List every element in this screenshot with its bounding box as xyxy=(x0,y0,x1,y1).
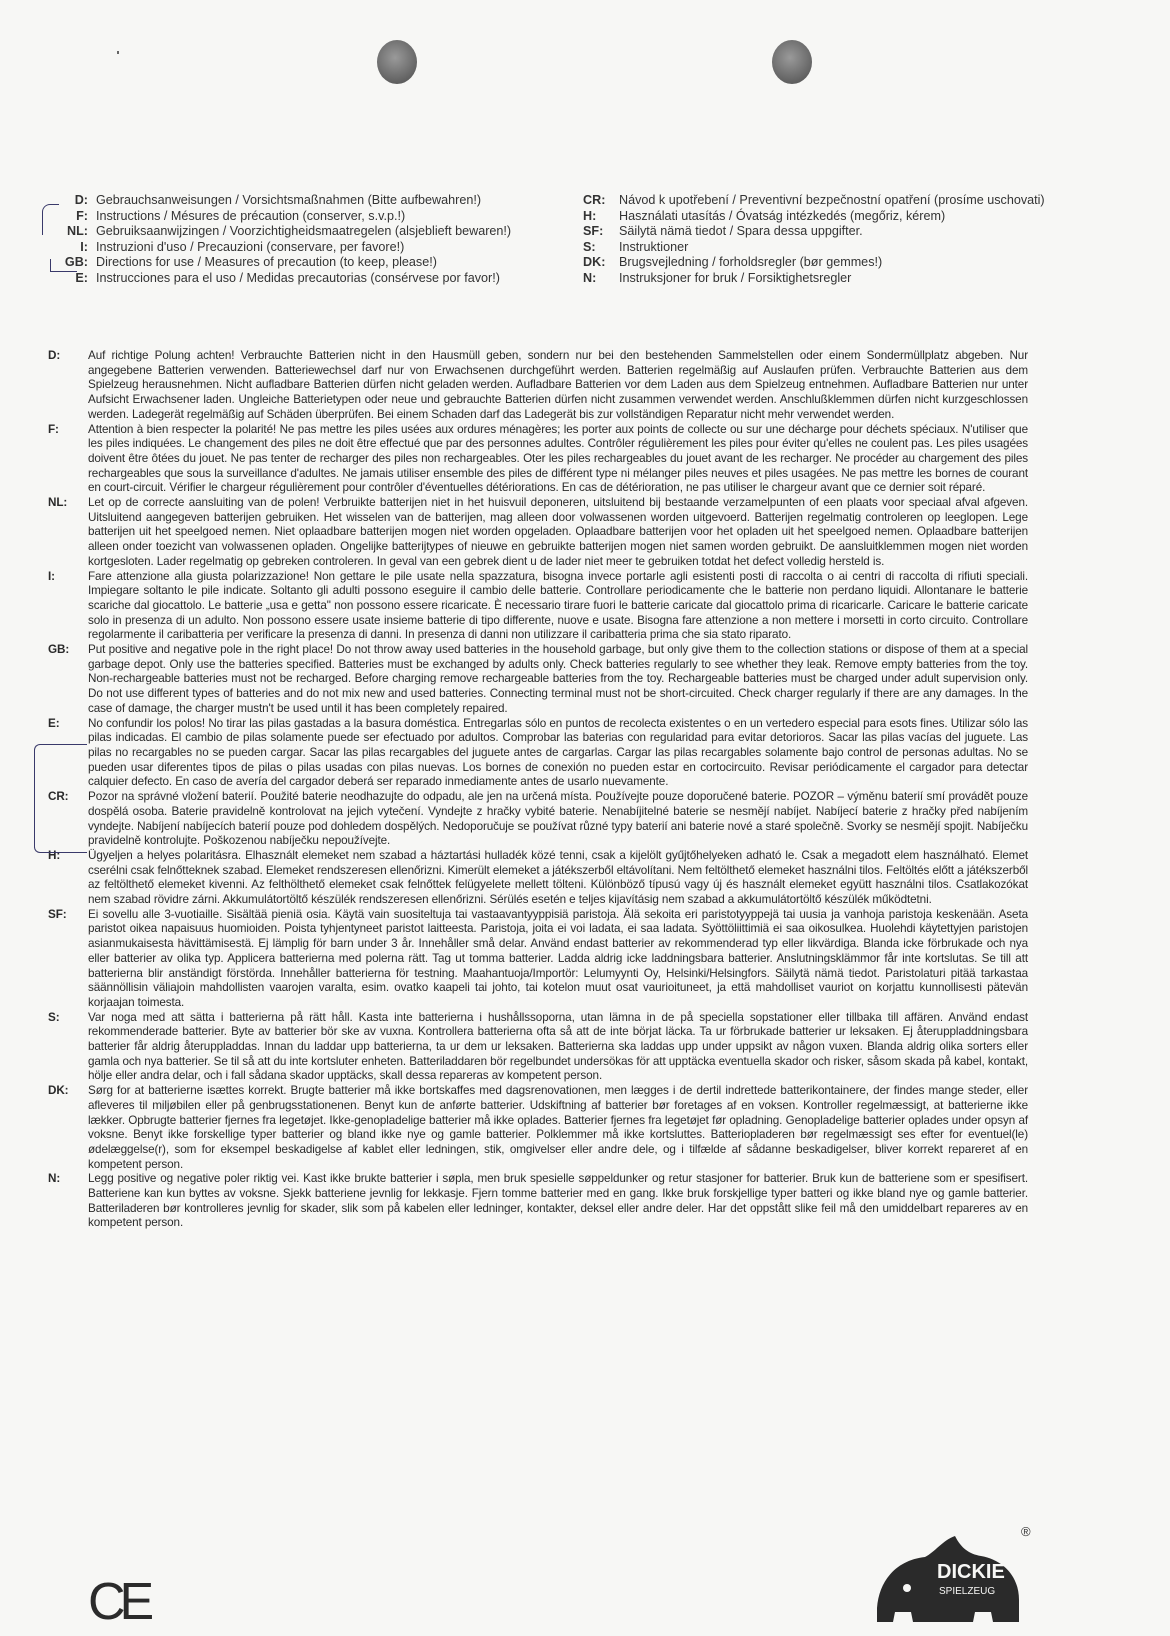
language-index-row xyxy=(46,240,566,256)
instruction-section xyxy=(48,496,1028,570)
section-language-code: E: xyxy=(48,716,60,730)
language-index-row xyxy=(46,209,566,225)
instruction-section xyxy=(48,849,1028,908)
instruction-section xyxy=(48,1084,1028,1172)
section-text: Let op de correcte aansluiting van de polen! Verbruikte batterijen niet in het huisvuil deponeren, uitsluitend bij bestaande verzamelpunten of een plaats voor speciaal afval afgeven. Uitsluitend aangegeven batterijen gebruiken. Het wisselen van de batterijen, mag alleen door volwassenen worden uitgevoerd. Batterijen regelmatig controleren op leeglopen. Lege batterijen uit het speelgoed nemen. Niet oplaadbare batterijen mogen niet worden opgeladen. Oplaadbare batterijen voor het opladen uit het speelgoed nemen. Oplaadbare batterijen alleen onder toezicht van volwassenen opladen. Ongelijke batterijtypes of nieuwe en gebruikte batterijen mogen niet samen worden gebruikt. De aansluitklemmen mogen niet worden kortgesloten. Lader regelmatig op gebreken controleren. In geval van een gebrek dient u de lader niet meer te gebruiken totdat het defect volledig hersteld is. xyxy=(88,496,1028,568)
scan-speck xyxy=(117,51,119,54)
language-code: DK: xyxy=(583,255,606,269)
brand-name: DICKIE xyxy=(937,1561,1005,1583)
section-language-code: I: xyxy=(48,569,55,583)
language-index-text: Instruzioni d'uso / Precauzioni (conservare, per favore!) xyxy=(96,239,405,254)
section-language-code: CR: xyxy=(48,790,69,804)
section-language-code: DK: xyxy=(48,1084,69,1098)
language-code: H: xyxy=(583,208,597,223)
instruction-section xyxy=(48,717,1028,791)
section-language-code: NL: xyxy=(48,496,68,510)
language-code: E: xyxy=(75,270,88,285)
instruction-section xyxy=(48,790,1028,849)
section-language-code: SF: xyxy=(48,907,67,921)
language-index-text: Návod k upotřebení / Preventivní bezpečnostní opatření (prosíme uschovati) xyxy=(619,193,1045,207)
instruction-section xyxy=(48,1172,1028,1231)
language-index-text: Instruktioner xyxy=(619,239,689,254)
language-index-row xyxy=(46,224,566,240)
section-language-code: GB: xyxy=(48,643,70,657)
section-text: Sørg for at batterierne isættes korrekt. Brugte batterier må ikke bortskaffes med dagsrenovationen, men lægges i de dertil indrettede batterikontainere, der findes mange steder, eller afleveres til miljøbilen eller på genbrugsstationenen. Benyt kun de anførte batterier. Udskiftning af batterier bør foretages af en voksen. Kontroller regelmæssigt, at batterierne ikke lækker. Opbrugte batterier fjernes fra legetøjet. Ikke-genopladelige batterier må ikke oplades. Batterier fjernes fra legetøjet før opladning. Genopladelige batterier oplades under opsyn af voksne. Benyt ikke forskellige typer batterier og bland ikke nye og gamle batterier. Polklemmer må ikke kortsluttes. Batteriopladeren bør regelmæssigt ses efter for eventuel(le) ødelæggelse(r), som for eksempel beskadigelse af kablet eller ledningen, stik, omgivelser eller andre dele, og i tilfælde af sådanne beskadigelser, bliver korrekt repareret af en kompetent person. xyxy=(88,1084,1028,1171)
registered-symbol: ® xyxy=(1021,1524,1031,1539)
punch-hole-left xyxy=(377,40,417,84)
section-text: Put positive and negative pole in the right place! Do not throw away used batteries in the household garbage, but only give them to the collection stations or dispose of them at a special garbage depot. Only use the batteries specified. Batteries must be exchanged by adults only. Check batteries regularly to see whether they leak. Remove empty batteries from the toy. Non-rechargeable batteries must not be recharged. Before charging remove rechargeable batteries from the toy. Rechargeable batteries must be charged under adult supervision only. Do not use different types of batteries and do not mix new and used batteries. Connecting terminal must not be short-circuited. Check charger regularly if there are any damages. In the case of damage, the charger mustn't be used until it has been completely repaired. xyxy=(88,643,1028,715)
section-language-code: S: xyxy=(48,1010,60,1024)
section-text: Legg positive og negative poler riktig vei. Kast ikke brukte batterier i søpla, men bruk spesielle søppeldunker og retur stasjoner for batterier. Bruk kun de batteriene som er spesifisert. Batteriene kan kun byttes av voksne. Sjekk batteriene jevnlig for lekkasje. Fjern tomme batterier med en gang. Ikke bruk forskjellige typer batteri og ikke bland nye og gamle batterier. Batteriladeren bør kontrolleres jevnlig for skader, slik som på kabelen eller ledninger, kontakter, deksel eller andre deler. Har det oppstått slike feil må den umiddelbart repareres av en kompetent person. xyxy=(88,1172,1028,1230)
language-index-text: Használati utasítás / Óvatság intézkedés (megőriz, kérem) xyxy=(619,208,946,223)
brand-sub: SPIELZEUG xyxy=(939,1586,996,1597)
language-index-text: Instructions / Mésures de précaution (conserver, s.v.p.!) xyxy=(96,208,406,223)
instruction-section xyxy=(48,423,1028,497)
instruction-section xyxy=(48,908,1028,1011)
section-language-code: D: xyxy=(48,349,61,362)
safety-instructions xyxy=(48,349,1028,1231)
section-text: No confundir los polos! No tirar las pilas gastadas a la basura doméstica. Entregarlas sólo en puntos de recolecta existentes o en un vertedero especial para esots fines. Utilizar sólo las pilas indicadas. El cambio de pilas solamente puede ser efectuado por adultos. Comprobar las baterias con regularidad para evitar detorioros. Sacar las pilas vacías del juguete. Las pilas no recargables no se pueden cargar. Sacar las pilas recargables del juguete antes de cargarlas. Cargar las pilas recargables solamente bajo control de personas adultas. No se pueden usar diferentes tipos de pilas o pilas usadas con pilas nuevas. Los bornes de conexión no pueden estar en cortocircuito. Revisar periódicamente el cargador para detectar calquier defecto. En caso de avería del cargador deberá ser reparado inmediamente antes de usarlo nuevamente. xyxy=(88,716,1028,789)
section-text: Var noga med att sätta i batterierna på rätt håll. Kasta inte batterierna i hushållssoporna, utan lämna in de på speciella sopstationer eller tillbaka till affären. Använd endast rekommenderade batterier. Byte av batterier bör ske av vuxna. Kontrollera batterierna ofta så att de inte börjat läcka. Ta ur förbrukade batterier ur leksaken. Ej återuppladdningsbara batterier får aldrig återuppladdas. Innan du laddar upp batterierna, ta ur dem ur leksaken. Batterierna ska laddas upp under uppsikt av någon vuxen. Blanda aldrig olika sorters eller gamla och nya batterier. Se til så att du inte kortsluter enheten. Batteriladdaren bör regelbundet undersökas för att upptäcka eventuella skador och risker, såsom skada på kabel, kontakt, hölje eller andra delar, och i fall sådana skador upptäcks, skall dessa repareras av kompetent person. xyxy=(88,1010,1028,1083)
language-index-row xyxy=(583,255,1143,271)
section-text: Auf richtige Polung achten! Verbrauchte Batterien nicht in den Hausmüll geben, sondern nur bei den bestehenden Sammelstellen oder einem Sondermüllplatz abgeben. Nur angegebene Batterien verwenden. Batteriewechsel darf nur von Erwachsenen durchgeführt werden. Batterien regelmäßig auf Auslaufen prüfen. Verbrauchte Batterien aus dem Spielzeug herausnehmen. Nicht aufladbare Batterien dürfen nicht geladen werden. Aufladbare Batterien vor dem Laden aus dem Spielzeug entnehmen. Aufladbare Batterien nur unter Aufsicht Erwachsener laden. Ungleiche Batterietypen oder neue und gebrauchte Batterien dürfen nicht zusammen verwendet werden. Anschlußklemmen dürfen nicht kurzgeschlossen werden. Ladegerät regelmäßig auf Schäden überprüfen. Bei einem Schaden darf das Ladegerät bis zur vollständigen Reparatur nicht mehr verwendet werden. xyxy=(88,349,1028,421)
language-code: NL: xyxy=(67,224,88,238)
language-code: S: xyxy=(583,239,596,254)
language-index-left xyxy=(46,193,566,286)
ce-mark: CE xyxy=(88,1573,149,1631)
section-text: Ügyeljen a helyes polaritásra. Elhasznált elemeket nem szabad a háztartási hulladék közé tenni, csak a kijelölt gyűjtőhelyeken adható le. Csak a megadott elem használható. Elemet cserélni csak felnőtteknek szabad. Elemeket rendszeresen ellenőrizni. Kimerült elemeket a játékszerből eltávolítani. Nem feltölthető elemeket használni tilos. Feltöltés előtt a játékszerből az feltölthető elemeket kivenni. Az felthölthető elemeket csak felnőttek felügyelete mellett tölteni. Különböző típusú vagy új és használt elemeket együtt használni tilos. Csatlakozókat nem szabad rövidre zárni. Akkumulátortöltő készülék rendszeresen ellenőrizni. Sérülés esetén e teljes kijavításig nem szabad a akkumulátortöltő készülék működtetni. xyxy=(88,848,1028,907)
language-index-text: Directions for use / Measures of precaution (to keep, please!) xyxy=(96,255,437,269)
language-index-row xyxy=(583,193,1143,209)
language-code: N: xyxy=(583,270,597,285)
language-index-text: Instruksjoner for bruk / Forsiktighetsregler xyxy=(619,270,852,285)
language-index-row xyxy=(46,271,566,287)
section-text: Fare attenzione alla giusta polarizzazione! Non gettare le pile usate nella spazzatura, bisogna invece portarle agli esistenti posti di raccolta o ai centri di raccolta di rifiuti speciali. Impiegare soltanto le pile indicate. Soltanto gli adulti possono eseguire il cambio delle batterie. Controllare periodicamente che le batterie non perdano liquidi. Allontanare le batterie scariche dal giocattolo. Le batterie „usa e getta" non possono essere ricaricate. È necessario tirare fuori le batterie caricate dal giocattolo prima di ricaricarle. Caricare le batterie caricate solo in presenza di un adulto. Non possono essere usate insieme batterie di tipo differente, nuove e usate. Bisogna fare attenzione a non mettere i morsetti in corto circuito. Controllare regolarmente il caribatteria per verificare la presenza di danni. In presenza di danni non utilizzare il caribatteria prima che sia stato riparato. xyxy=(88,569,1028,642)
language-index-row xyxy=(583,224,1143,240)
language-index-text: Gebrauchsanweisungen / Vorsichtsmaßnahmen (Bitte aufbewahren!) xyxy=(96,193,482,207)
section-language-code: H: xyxy=(48,848,61,862)
language-code: I: xyxy=(80,239,88,254)
language-index-row xyxy=(46,255,566,271)
language-index-text: Brugsvejledning / forholdsregler (bør gemmes!) xyxy=(619,255,883,269)
language-code: F: xyxy=(76,208,88,223)
hippo-eye xyxy=(903,1584,911,1592)
language-index-text: Gebruiksaanwijzingen / Voorzichtigheidsmaatregelen (alsjeblieft bewaren!) xyxy=(96,224,512,238)
instruction-section xyxy=(48,349,1028,423)
pen-bracket-gb xyxy=(34,744,87,853)
language-index-text: Instrucciones para el uso / Medidas precautorias (consérvese por favor!) xyxy=(96,270,500,285)
instruction-section xyxy=(48,1011,1028,1085)
section-text: Pozor na správné vložení baterií. Použité baterie neodhazujte do odpadu, ale jen na určená místa. Používejte pouze doporučené baterie. POZOR – výměnu baterií smí provádět pouze dospělá osoba. Baterie pravidelně kontrolovat na jejich vytečení. Vyndejte z hračky vybité baterie. Nenabíjitelné baterie se nesmějí nabíjet. Nabíjecí baterie z hračky před nabíjením vyndejte. Nabíjení nabíjecích baterií pouze pod dohledem dospělých. Nedoporučuje se používat různé typy baterií ani baterie nové a staré společně. Svorky se nesmějí spojit. Nabíječku pravidelně kontrolujte. Poškozenou nabíječku nepoužívejte. xyxy=(88,790,1028,848)
punch-hole-right xyxy=(772,40,812,84)
section-language-code: F: xyxy=(48,422,59,436)
instruction-section xyxy=(48,643,1028,717)
language-index-row xyxy=(583,209,1143,225)
language-code: D: xyxy=(74,193,88,207)
language-index-row xyxy=(46,193,566,209)
language-code: CR: xyxy=(583,193,606,207)
section-text: Attention à bien respecter la polarité! Ne pas mettre les piles usées aux ordures ménagères; les porter aux points de collecte ou sur une décharge pour déchets spéciaux. N'utiliser que les piles indiquées. Le changement des piles ne doit être effectué que par des personnes adultes. Contrôler régulièrement les piles pour éviter qu'elles ne coulent pas. Les piles usagées doivent être ôtées du jouet. Ne pas tenter de recharger des piles non rechargeables. Oter les piles rechargeables du jouet avant de les recharger. Ne procéder au chargement des piles rechargeables que sous la surveillance d'adultes. Ne jamais utiliser ensemble des piles de différent type ni mélanger piles neuves et piles usagées. Ne pas mettre les bornes de courant en court-circuit. Vérifier le chargeur régulièrement pour contrôler d'éventuelles détériorations. En cas de détérioration, ne pas utiliser le chargeur avant que ce dernier soit réparé. xyxy=(88,422,1028,495)
language-index-row xyxy=(583,271,1143,287)
section-language-code: N: xyxy=(48,1172,61,1186)
section-text: Ei sovellu alle 3-vuotiaille. Sisältää pieniä osia. Käytä vain suositeltuja tai vastaavantyyppisiä paristoja. Älä sekoita eri paristotyyppejä tai uusia ja vanhoja paristoja keskenään. Aseta paristot oikea napaisuus huomioiden. Poista tyhjentyneet paristot laitteesta. Paristoja, joita ei voi ladata, ei saa ladata. Syöttöliittimiä ei saa oikosulkea. Huolehdi käytettyjen paristojen asianmukaisesta hävittämisestä. Ej lämplig för barn under 3 år. Innehåller små delar. Använd endast batterier av rekommenderad typ eller likvärdiga. Blanda icke förbrukade och nya eller batterier av olika typ. Applicera batterierna med polerna rätt. Tag ut tomma batterier. Ladda aldrig icke laddningsbara batterier. Anslutningsklämmor får inte kortslutas. Se till att batterierna blir anständigt förstörda. Innehåller batterierna för testning. Maahantuoja/Importör: Lelumyynti Oy, Helsinki/Helsingfors. Säilytä nämä tiedot. Paristolaturi pitää tarkastaa säännöllisin väliajoin mahdollisten vaarojen varalta, esim. ovatko kaapeli tai johto, tai kotelon muut osat vaurioituneet, ja että mahdolliset vauriot on korjattu kunnollisesti pätevän korjaajan toimesta. xyxy=(88,907,1028,1009)
dickie-logo xyxy=(873,1530,1023,1626)
language-code: SF: xyxy=(583,224,604,238)
language-code: GB: xyxy=(64,255,88,269)
language-index-row xyxy=(583,240,1143,256)
instruction-section xyxy=(48,570,1028,644)
language-index-text: Säilytä nämä tiedot / Spara dessa uppgifter. xyxy=(619,224,863,238)
language-index-right xyxy=(583,193,1143,286)
